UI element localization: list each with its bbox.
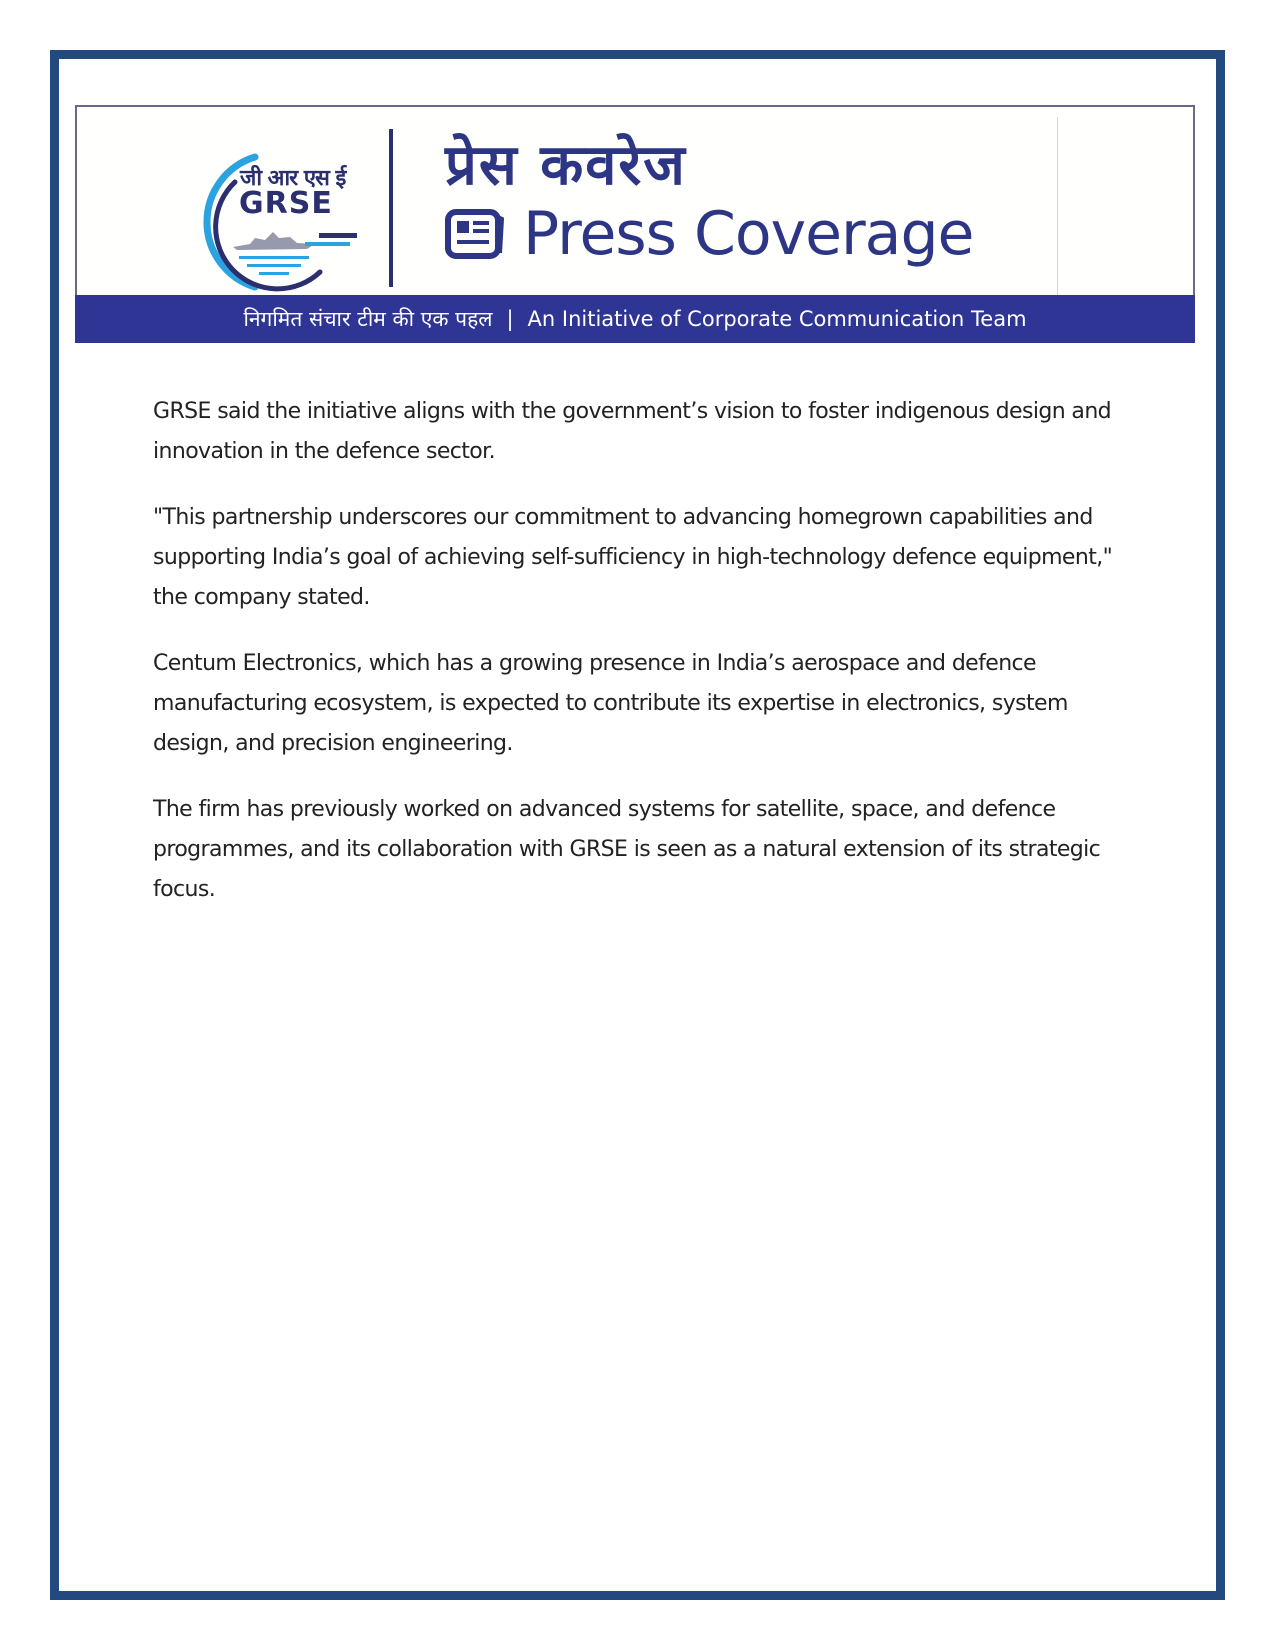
article-paragraph: "This partnership underscores our commitment to advancing homegrown capabilities and supporting India’s goal of achieving self-sufficiency in high-technology defence equipment," the company stated. — [153, 505, 1113, 610]
newspaper-icon — [445, 209, 505, 259]
article-paragraph: GRSE said the initiative aligns with the government’s vision to foster indigenous design and innovation in the defence sector. — [153, 399, 1112, 464]
article-paragraph: Centum Electronics, which has a growing presence in India’s aerospace and defence manufacturing ecosystem, is expected to contribute its expertise in electronics, system design, and precision engineering. — [153, 651, 1068, 756]
title-english-row — [445, 199, 973, 269]
banner-english: An Initiative of Corporate Communication Team — [527, 307, 1027, 331]
article-body — [153, 392, 1118, 936]
banner-separator: | — [506, 307, 514, 331]
initiative-banner — [75, 295, 1195, 343]
title-hindi: प्रेस कवरेज — [445, 132, 687, 198]
logo-name: GRSE — [239, 186, 333, 221]
article-paragraph: The firm has previously worked on advanced systems for satellite, space, and defence programmes, and its collaboration with GRSE is seen as a natural extension of its strategic focus. — [153, 797, 1101, 902]
header-vertical-divider — [389, 129, 393, 287]
grse-logo — [195, 152, 365, 292]
title-english: Press Coverage — [523, 199, 974, 269]
press-coverage-header — [75, 105, 1195, 295]
logo-hindi-name: जी आर एस ई — [240, 166, 346, 191]
header-divider-faint — [1057, 117, 1058, 295]
banner-hindi: निगमित संचार टीम की एक पहल — [243, 307, 493, 331]
